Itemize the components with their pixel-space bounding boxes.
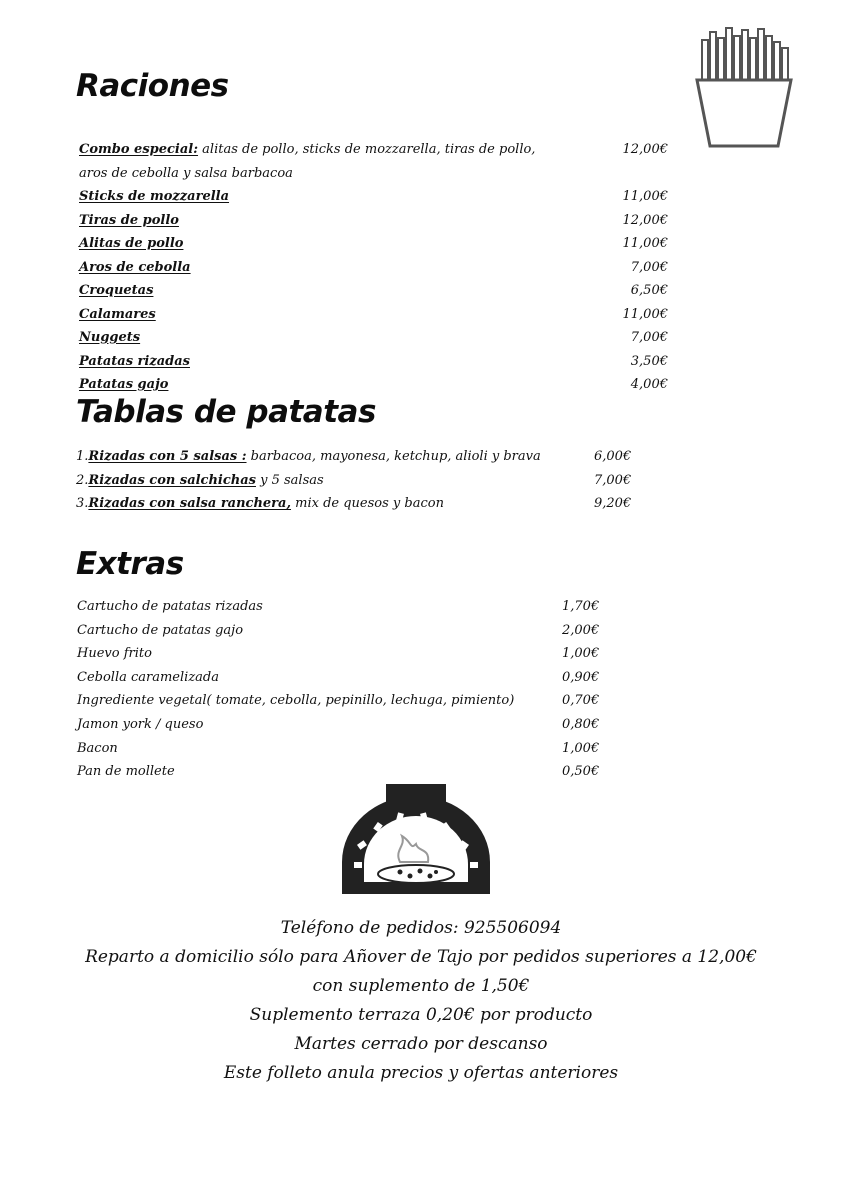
extra-item-name: Bacon <box>77 740 118 756</box>
footer-delivery: Reparto a domicilio sólo para Añover de Tajo por pedidos superiores a 12,00€ <box>85 947 757 967</box>
item-price: 6,00€ <box>594 449 632 464</box>
item-price: 7,00€ <box>594 472 632 488</box>
item-description: mix de quesos y bacon <box>291 496 444 511</box>
item-description: y 5 salsas <box>255 472 324 488</box>
item-name: Patatas gajo <box>79 377 169 392</box>
menu-item <box>76 496 444 512</box>
footer-closed: Martes cerrado por descanso <box>294 1034 548 1054</box>
menu-item <box>79 354 190 370</box>
item-name: Sticks de mozzarella <box>79 189 230 204</box>
extra-item-name: Jamon york / queso <box>77 717 204 732</box>
menu-item <box>79 330 140 346</box>
item-name: Rizadas con salsa ranchera, <box>88 496 291 511</box>
item-name: Alitas de pollo <box>79 236 184 251</box>
menu-item <box>79 142 535 158</box>
item-price: 7,00€ <box>630 259 668 275</box>
extra-item-name: Ingrediente vegetal( tomate, cebolla, pepinillo, lechuga, pimiento) <box>77 693 515 709</box>
pizza-oven-icon <box>334 784 498 896</box>
extra-item-name: Pan de mollete <box>77 764 175 780</box>
item-price: 3,50€ <box>630 353 668 369</box>
item-name: Patatas rizadas <box>79 353 190 369</box>
item-price: 9,20€ <box>594 496 632 511</box>
section-title-extras: Extras <box>76 546 184 582</box>
item-number: 1. <box>76 449 89 464</box>
item-price: 6,50€ <box>630 283 668 298</box>
item-price: 1,70€ <box>562 599 600 614</box>
menu-item <box>79 213 179 229</box>
item-name: Calamares <box>79 306 156 322</box>
menu-item <box>79 283 153 299</box>
extra-item-name: Cartucho de patatas rizadas <box>77 599 263 614</box>
menu-item <box>79 236 183 252</box>
item-price: 12,00€ <box>622 142 668 157</box>
item-name: Croquetas <box>79 283 154 298</box>
footer-supplement: con suplemento de 1,50€ <box>312 976 530 996</box>
item-price: 11,00€ <box>622 306 668 322</box>
menu-item <box>79 166 293 182</box>
item-name: Tiras de pollo <box>79 212 179 228</box>
item-price: 4,00€ <box>630 377 668 392</box>
item-price: 1,00€ <box>562 646 600 662</box>
item-number: 3. <box>76 496 89 511</box>
item-description: barbacoa, mayonesa, ketchup, alioli y brava <box>246 449 541 464</box>
fries-icon <box>694 26 794 148</box>
item-price: 0,80€ <box>562 717 600 732</box>
section-title-raciones: Raciones <box>76 68 229 104</box>
item-price: 7,00€ <box>630 330 668 345</box>
extra-item-name: Cartucho de patatas gajo <box>77 622 244 638</box>
item-price: 12,00€ <box>622 212 668 228</box>
menu-item <box>79 307 156 323</box>
item-name: Aros de cebolla <box>79 259 191 275</box>
menu-item <box>79 189 229 205</box>
menu-item <box>79 377 168 393</box>
footer-phone: Teléfono de pedidos: 925506094 <box>280 918 562 938</box>
item-price: 0,90€ <box>562 669 600 685</box>
item-name: Nuggets <box>79 330 141 345</box>
item-description: alitas de pollo, sticks de mozzarella, tiras de pollo, <box>198 142 536 157</box>
item-price: 1,00€ <box>562 740 600 756</box>
item-number: 2. <box>76 472 89 488</box>
item-price: 0,50€ <box>562 764 600 780</box>
menu-item <box>76 449 541 465</box>
item-name: Rizadas con salchichas <box>88 472 256 488</box>
menu-item <box>76 473 324 489</box>
item-name: Combo especial: <box>79 142 199 157</box>
item-name: Rizadas con 5 salsas : <box>88 449 247 464</box>
footer-notice: Este folleto anula precios y ofertas anteriores <box>223 1063 619 1083</box>
item-description: aros de cebolla y salsa barbacoa <box>79 165 293 181</box>
item-price: 11,00€ <box>622 189 668 204</box>
item-price: 11,00€ <box>622 236 668 251</box>
footer-terrace: Suplemento terraza 0,20€ por producto <box>249 1005 593 1025</box>
extra-item-name: Cebolla caramelizada <box>77 669 219 685</box>
item-price: 0,70€ <box>562 693 600 709</box>
item-price: 2,00€ <box>562 622 600 638</box>
menu-item <box>79 260 191 276</box>
extra-item-name: Huevo frito <box>77 646 152 662</box>
section-title-tablas: Tablas de patatas <box>76 394 376 430</box>
